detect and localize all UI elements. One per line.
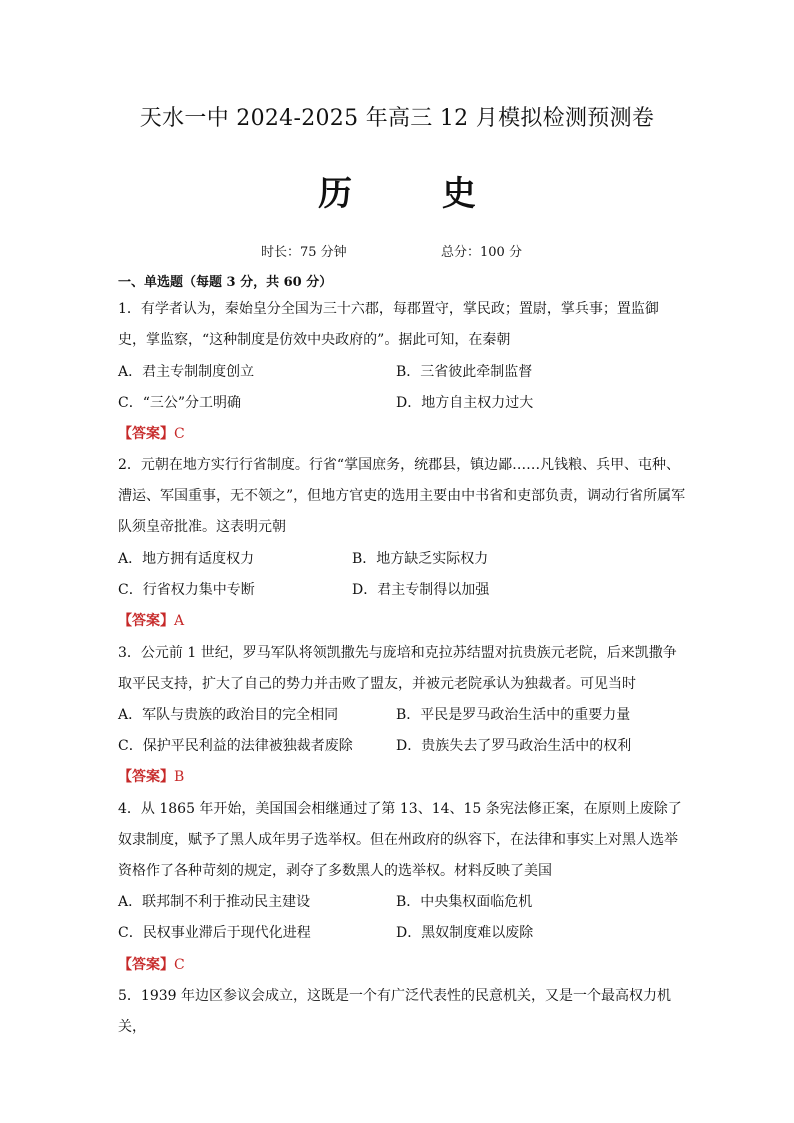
- option-a: A．君主专制制度创立: [118, 364, 255, 380]
- option-c: C．行省权力集中专断: [118, 582, 255, 598]
- answer-label: 【答案】: [118, 426, 174, 442]
- option-b: B．中央集权面临危机: [396, 894, 533, 910]
- option-d: D．黑奴制度难以废除: [396, 925, 534, 941]
- question-stem: 1．有学者认为，秦始皇分全国为三十六郡，每郡置守，掌民政；置尉，掌兵事；置监御史，掌监察，“这种制度是仿效中央政府的”。据此可知，在秦朝: [118, 301, 659, 348]
- answer-value: A: [174, 613, 185, 629]
- question-stem: 2．元朝在地方实行行省制度。行省“掌国庶务，统郡县，镇边鄙……凡钱粮、兵甲、屯种、漕运、军国重事，无不领之”，但地方官吏的选用主要由中书省和吏部负责，调动行省所属军队须皇帝批准。这表明元朝: [118, 457, 686, 535]
- answer-line: [118, 423, 185, 445]
- answer-line: [118, 954, 185, 976]
- subject-title: 历 史: [318, 174, 502, 214]
- option-c: C．保护平民利益的法律被独裁者废除: [118, 738, 353, 754]
- answer-line: [118, 766, 184, 788]
- exam-total-score: 总分：100 分: [441, 245, 522, 260]
- answer-value: C: [174, 957, 185, 973]
- answer-label: 【答案】: [118, 957, 174, 973]
- answer-line: [118, 610, 184, 632]
- question-stem: 5．1939 年边区参议会成立，这既是一个有广泛代表性的民意机关，又是一个最高权力机关，: [118, 988, 671, 1035]
- question-stem: 4．从 1865 年开始，美国国会相继通过了第 13、14、15 条宪法修正案，在原则上废除了奴隶制度，赋予了黑人成年男子选举权。但在州政府的纵容下，在法律和事实上对黑人选举资格作了各种苛刻的规定，剥夺了多数黑人的选举权。材料反映了美国: [118, 801, 682, 879]
- option-a: A．地方拥有适度权力: [118, 551, 255, 567]
- exam-title: 天水一中 2024-2025 年高三 12 月模拟检测预测卷: [139, 106, 655, 131]
- answer-label: 【答案】: [118, 613, 174, 629]
- option-b: B．三省彼此牵制监督: [396, 364, 533, 380]
- exam-duration: 时长：75 分钟: [261, 245, 347, 260]
- option-a: A．军队与贵族的政治目的完全相同: [118, 707, 339, 723]
- option-b: B．地方缺乏实际权力: [352, 551, 489, 567]
- option-c: C．民权事业滞后于现代化进程: [118, 925, 311, 941]
- option-b: B．平民是罗马政治生活中的重要力量: [396, 707, 631, 723]
- option-d: D．君主专制得以加强: [352, 582, 490, 598]
- option-d: D．地方自主权力过大: [396, 395, 534, 411]
- question-stem: 3．公元前 1 世纪，罗马军队将领凯撒先与庞培和克拉苏结盟对抗贵族元老院，后来凯撒争取平民支持，扩大了自己的势力并击败了盟友，并被元老院承认为独裁者。可见当时: [118, 645, 677, 692]
- answer-value: B: [174, 769, 185, 785]
- section-heading: 一、单选题（每题 3 分，共 60 分）: [118, 275, 333, 290]
- exam-meta: [0, 242, 794, 264]
- option-c: C．“三公”分工明确: [118, 395, 242, 411]
- option-d: D．贵族失去了罗马政治生活中的权利: [396, 738, 632, 754]
- option-a: A．联邦制不利于推动民主建设: [118, 894, 311, 910]
- answer-value: C: [174, 426, 185, 442]
- answer-label: 【答案】: [118, 769, 174, 785]
